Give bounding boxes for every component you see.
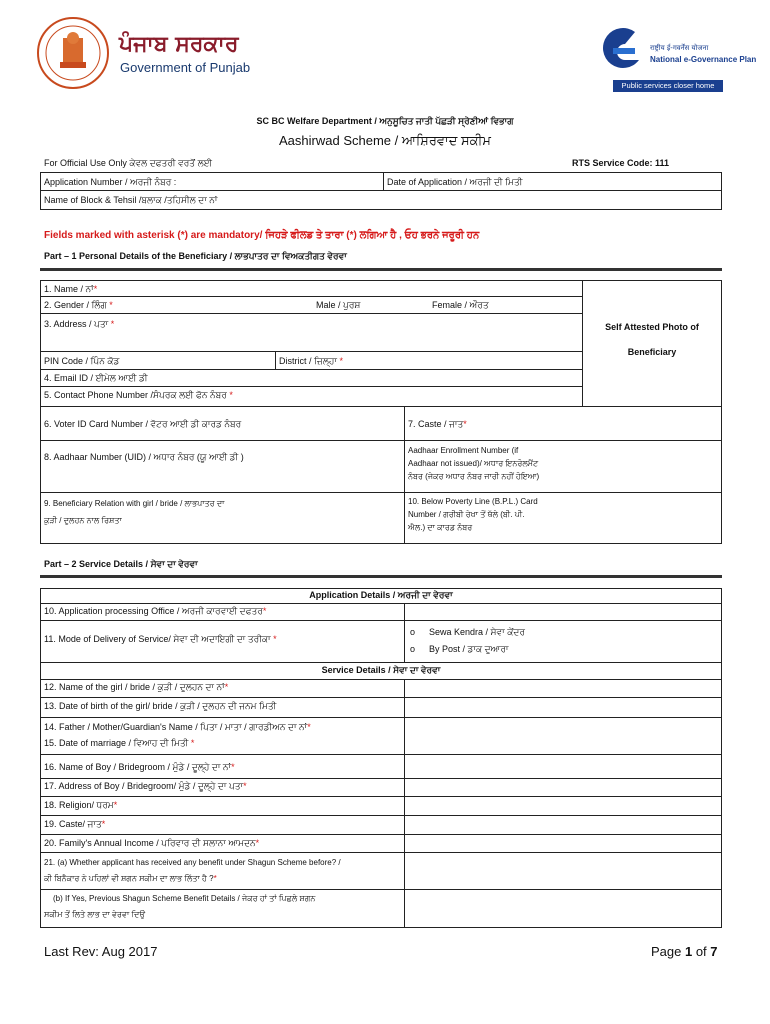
scheme-title: Aashirwad Scheme / ਆਸ਼ਿਰਵਾਦ ਸਕੀਮ: [279, 133, 491, 148]
part2-divider: [40, 575, 722, 578]
date-of-application-field[interactable]: Date of Application / ਅਰਜੀ ਦੀ ਮਿਤੀ: [387, 177, 523, 187]
sewa-kendra-option[interactable]: o Sewa Kendra / ਸੇਵਾ ਕੇਂਦਰ: [410, 627, 525, 637]
service-row-boy-name[interactable]: 16. Name of Boy / Bridegroom / ਮੁੰਡੇ / ਦੂਲ੍ਹੇ ਦਾ ਨਾਂ*: [44, 762, 235, 772]
phone-field[interactable]: 5. Contact Phone Number /ਸੰਪਰਕ ਲਈ ਫੋਨ ਨੰਬਰ *: [44, 390, 233, 400]
part1-divider: [40, 268, 722, 271]
service-row-family-income[interactable]: 20. Family's Annual Income / ਪਰਿਵਾਰ ਦੀ ਸਲਾਨਾ ਆਮਦਨ*: [44, 838, 260, 848]
negp-tagline: Public services closer home: [613, 80, 723, 92]
gender-field[interactable]: 2. Gender / ਲਿੰਗ *: [44, 300, 113, 310]
email-field[interactable]: 4. Email ID / ਈਮੇਲ ਆਈ ਡੀ: [44, 373, 148, 383]
service-details-heading: Service Details / ਸੇਵਾ ਦਾ ਵੇਰਵਾ: [321, 665, 441, 675]
beneficiary-relation-field[interactable]: 9. Beneficiary Relation with girl / bride / ਲਾਭਪਾਤਰ ਦਾ ਕੁੜੀ / ਦੁਲਹਨ ਨਾਲ ਰਿਸ਼ਤਾ: [44, 499, 225, 525]
punjab-title: ਪੰਜਾਬ ਸਰਕਾਰ: [119, 32, 239, 57]
rts-service-code: RTS Service Code: 111: [572, 158, 670, 168]
government-of-punjab-title: Government of Punjab: [120, 60, 251, 75]
service-row-religion[interactable]: 18. Religion/ ਧਰਮ*: [44, 800, 118, 810]
mandatory-note: Fields marked with asterisk (*) are mandatory/ ਜਿਹੜੇ ਫੀਲਡ ਤੇ ਤਾਰਾ (*) ਲਗਿਆ ਹੈ , ਓਹ ਭਰਨੇ ਜਰੂਰੀ ਹਨ: [44, 230, 480, 241]
application-number-field[interactable]: Application Number / ਅਰਜੀ ਨੰਬਰ :: [44, 177, 177, 187]
gender-male-option[interactable]: Male / ਪੁਰਸ਼: [316, 300, 361, 310]
block-tehsil-field[interactable]: Name of Block & Tehsil /ਬਲਾਕ /ਤਹਿਸੀਲ ਦਾ ਨਾਂ: [44, 195, 218, 205]
official-use-label: For Official Use Only ਕੇਵਲ ਦਫਤਰੀ ਵਰਤੋਂ ਲਈ: [44, 158, 213, 168]
bpl-card-field[interactable]: 10. Below Poverty Line (B.P.L.) Card Number / ਗਰੀਬੀ ਰੇਖਾ ਤੋਂ ਥੱਲੇ (ਬੀ. ਪੀ. ਐਲ.) ਦਾ ਕਾਰਡ ਨੰਬਰ: [408, 497, 538, 532]
gender-female-option[interactable]: Female / ਔਰਤ: [432, 300, 489, 310]
district-field[interactable]: District / ਜ਼ਿਲ੍ਹਾ *: [279, 356, 343, 366]
aadhaar-field[interactable]: 8. Aadhaar Number (UID) / ਅਧਾਰ ਨੰਬਰ (ਯੂ ਆਈ ਡੀ ): [44, 452, 244, 462]
name-field[interactable]: 1. Name / ਨਾਂ*: [44, 284, 98, 294]
by-post-option[interactable]: o By Post / ਡਾਕ ਦੁਆਰਾ: [410, 644, 509, 654]
negp-hindi-text: राष्ट्रीय ई-गवर्नेंस योजना: [650, 44, 709, 52]
mode-of-delivery-field: 11. Mode of Delivery of Service/ ਸੇਵਾ ਦੀ ਅਦਾਇਗੀ ਦਾ ਤਰੀਕਾ *: [44, 634, 277, 644]
service-row-marriage-date[interactable]: 15. Date of marriage / ਵਿਆਹ ਦੀ ਮਿਤੀ *: [44, 738, 195, 748]
negp-english-text: National e-Governance Plan: [650, 55, 757, 64]
service-row-parent-name[interactable]: 14. Father / Mother/Guardian's Name / ਪਿਤਾ / ਮਾਤਾ / ਗਾਰਡੀਅਨ ਦਾ ਨਾਂ*: [44, 722, 311, 732]
radio-bullet-icon: o: [410, 627, 416, 637]
aadhaar-enrollment-field[interactable]: Aadhaar Enrollment Number (if Aadhaar not issued)/ ਅਧਾਰ ਇਨਰੋਲਮੈਂਟ ਨੰਬਰ (ਜੇਕਰ ਅਧਾਰ ਨੰਬਰ ਜਾਰੀ ਨਹੀਂ ਹੋਇਆ): [408, 446, 540, 481]
shagun-benefit-details[interactable]: (b) If Yes, Previous Shagun Scheme Benefit Details / ਜੇਕਰ ਹਾਂ ਤਾਂ ਪਿਛਲੇ ਸ਼ਗਨ ਸਕੀਮ ਤੋਂ ਲਿਤੇ ਲਾਭ ਦਾ ਵੇਰਵਾ ਦਿਉ: [44, 894, 316, 919]
punjab-emblem-logo: [36, 16, 110, 90]
service-row-girl-dob[interactable]: 13. Date of birth of the girl/ bride / ਕੁੜੀ / ਦੁਲਹਨ ਦੀ ਜਨਮ ਮਿਤੀ: [44, 701, 277, 711]
address-field[interactable]: 3. Address / ਪਤਾ *: [44, 319, 115, 329]
caste-field[interactable]: 7. Caste / ਜਾਤ*: [408, 419, 467, 429]
service-row-caste[interactable]: 19. Caste/ ਜਾਤ*: [44, 819, 106, 829]
pin-code-field[interactable]: PIN Code / ਪਿੰਨ ਕੋਡ: [44, 356, 120, 366]
negp-logo: [595, 24, 645, 74]
part2-heading: Part – 2 Service Details / ਸੇਵਾ ਦਾ ਵੇਰਵਾ: [44, 559, 198, 569]
service-row-girl-name[interactable]: 12. Name of the girl / bride / ਕੁੜੀ / ਦੁਲਹਨ ਦਾ ਨਾਂ*: [44, 682, 229, 692]
shagun-benefit-question[interactable]: 21. (a) Whether applicant has received any benefit under Shagun Scheme before? / ਕੀ ਬਿਨੈਕਾਰ ਨੇ ਪਹਿਲਾਂ ਵੀ ਸ਼ਗਨ ਸਕੀਮ ਦਾ ਲਾਭ ਲਿੱਤਾ ਹੈ ?*: [44, 858, 341, 883]
application-details-heading: Application Details / ਅਰਜੀ ਦਾ ਵੇਰਵਾ: [309, 590, 453, 600]
voter-id-field[interactable]: 6. Voter ID Card Number / ਵੋਟਰ ਆਈ ਡੀ ਕਾਰਡ ਨੰਬਰ: [44, 419, 242, 429]
photo-label: Self Attested Photo of Beneficiary: [605, 322, 699, 357]
department-heading: SC BC Welfare Department / ਅਨੁਸੂਚਿਤ ਜਾਤੀ ਪੱਛੜੀ ਸ੍ਰੇਣੀਆਂ ਵਿਭਾਗ: [256, 116, 514, 126]
service-row-boy-address[interactable]: 17. Address of Boy / Bridegroom/ ਮੁੰਡੇ / ਦੂਲ੍ਹੇ ਦਾ ਪਤਾ*: [44, 781, 247, 791]
part1-heading: Part – 1 Personal Details of the Beneficiary / ਲਾਭਪਾਤਰ ਦਾ ਵਿਅਕਤੀਗਤ ਵੇਰਵਾ: [44, 251, 347, 261]
page-indicator: Page 1 of 7: [651, 944, 718, 959]
last-revision: Last Rev: Aug 2017: [44, 944, 158, 959]
app-processing-office-field[interactable]: 10. Application processing Office / ਅਰਜੀ ਕਾਰਵਾਈ ਦਫਤਰ*: [44, 606, 267, 616]
radio-bullet-icon: o: [410, 644, 416, 654]
